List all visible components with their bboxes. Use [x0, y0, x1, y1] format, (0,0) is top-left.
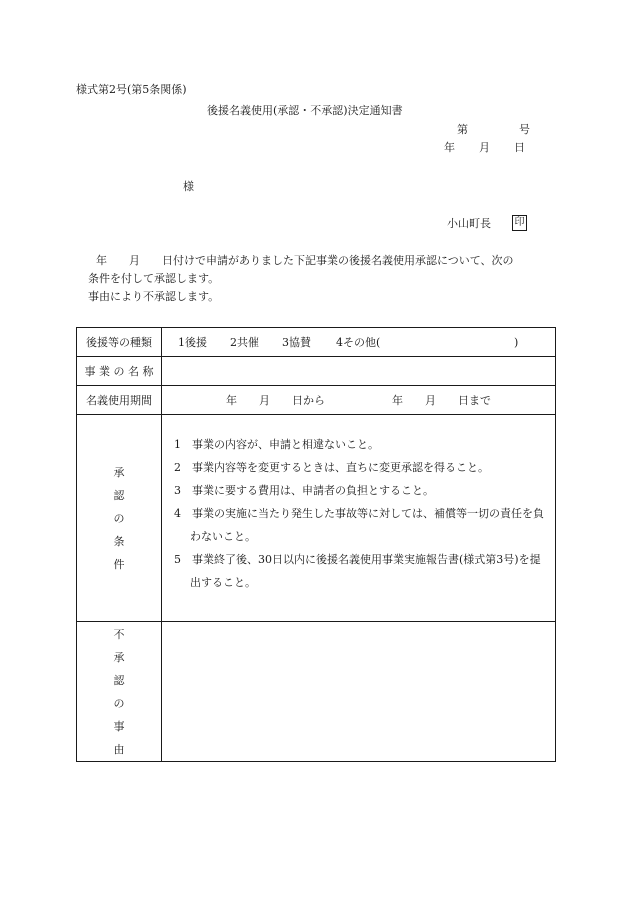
body-line-2: 条件を付して承認します。 [88, 272, 220, 285]
addressee-suffix: 様 [183, 180, 194, 193]
conditions-label-cell [77, 415, 162, 622]
type-option-cohost[interactable]: 2共催 [230, 336, 259, 349]
document-number [457, 123, 530, 137]
date-month: 月 [479, 141, 490, 154]
number-suffix: 号 [519, 123, 530, 136]
period-field[interactable] [162, 386, 556, 415]
notice-body [76, 252, 556, 306]
type-label: 後援等の種類 [77, 328, 162, 357]
type-options[interactable] [162, 328, 556, 357]
conditions-list [162, 415, 556, 622]
period-to: 年 月 日まで [392, 394, 491, 407]
body-line-1: 年 月 日付けで申請がありました下記事業の後援名義使用承認について、次の [96, 254, 514, 267]
date-day: 日 [514, 141, 525, 154]
condition-item: 1 事業の内容が、申請と相違ないこと。 [174, 438, 379, 451]
number-prefix: 第 [457, 123, 468, 136]
type-option-sponsor[interactable]: 3協賛 [282, 336, 311, 349]
form-number-label: 様式第2号(第5条関係) [76, 83, 187, 96]
event-name-label: 事 業 の 名 称 [77, 357, 162, 386]
type-option-support[interactable]: 1後援 [178, 336, 207, 349]
type-option-other[interactable]: 4その他( [336, 336, 381, 349]
condition-item: 2 事業内容等を変更するときは、直ちに変更承認を得ること。 [174, 461, 489, 474]
seal-mark: 印 [512, 215, 527, 231]
condition-item: 3 事業に要する費用は、申請者の負担とすること。 [174, 484, 434, 497]
period-from: 年 月 日から [226, 394, 325, 407]
issue-date [444, 141, 525, 155]
conditions-label: 承認の条件 [113, 465, 125, 571]
reasons-label-cell [77, 622, 162, 762]
reasons-field[interactable] [162, 622, 556, 762]
application-table [76, 327, 556, 762]
type-option-close: ) [514, 336, 519, 349]
period-label: 名義使用期間 [77, 386, 162, 415]
reasons-label: 不承認の事由 [113, 627, 125, 756]
body-line-3: 事由により不承認します。 [88, 290, 220, 303]
issuer-name: 小山町長 [447, 217, 491, 230]
condition-item: 5 事業終了後、30日以内に後援名義使用事業実施報告書(様式第3号)を提出すること。 [174, 553, 541, 589]
condition-item: 4 事業の実施に当たり発生した事故等に対しては、補償等一切の責任を負わないこと。 [174, 507, 544, 543]
date-year: 年 [444, 141, 455, 154]
event-name-field[interactable] [162, 357, 556, 386]
document-title: 後援名義使用(承認・不承認)決定通知書 [207, 104, 403, 117]
